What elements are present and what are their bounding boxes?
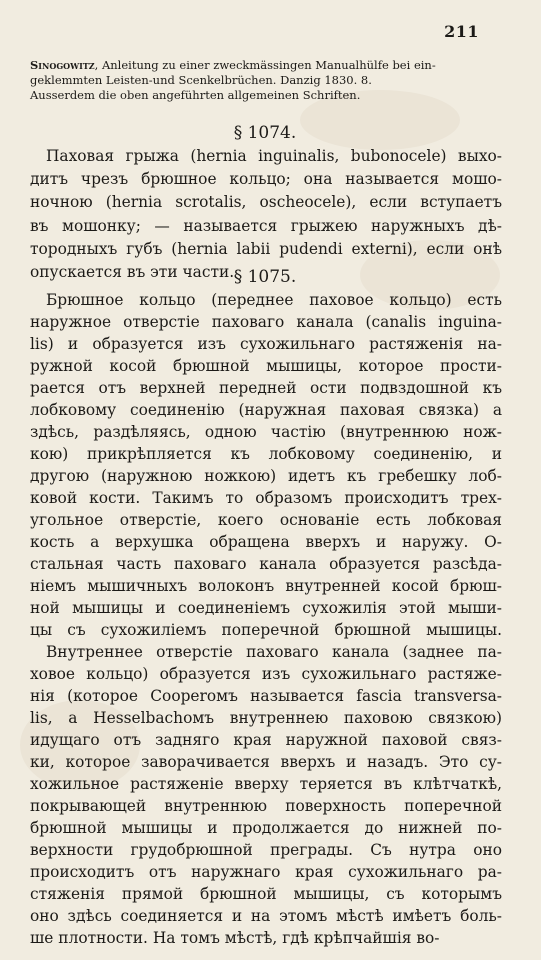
text-line: стальная часть паховаго канала образуется разсѣда-	[30, 555, 502, 573]
section-heading: § 1075.	[233, 267, 297, 287]
text-line: ковой кости. Такимъ то образомъ происходитъ трех-	[30, 489, 502, 507]
text-line: происходитъ отъ наружнаго края сухожильнаго ра-	[30, 863, 502, 881]
page-number: 211	[444, 22, 479, 41]
section-heading: § 1074.	[233, 123, 297, 143]
text-line: Паховая грыжа (hernia inguinalis, bubonocele) выхо-	[46, 147, 502, 165]
text-line: кою) прикрѣпляется къ лобковому соединенію, и	[30, 445, 502, 463]
text-line: идущаго отъ задняго края наружной паховой связ-	[30, 731, 502, 749]
reference-text: , Anleitung zu einer zweckmässingen Manualhülfe bei ein-	[94, 58, 436, 72]
reference-line	[30, 58, 500, 73]
reference-author: Sinogowitz	[30, 58, 95, 72]
text-line: ружной косой брюшной мышицы, которое прости-	[30, 357, 502, 375]
references-block	[30, 58, 500, 102]
text-line: Брюшное кольцо (переднее паховое кольцо) есть	[46, 291, 502, 309]
text-line: покрывающей внутреннюю поверхность поперечной	[30, 797, 502, 815]
text-line: брюшной мышицы и продолжается до нижней по-	[30, 819, 502, 837]
text-line: lis, а Hesselbachомъ внутреннею паховою связкою)	[30, 709, 502, 727]
text-line: ніемъ мышичныхъ волоконъ внутренней косой брюш-	[30, 577, 502, 595]
reference-text: geklemmten Leisten-und Scenkelbrüchen. Danzig 1830. 8.	[30, 72, 372, 87]
text-line: наружное отверстіе паховаго канала (canalis inguina-	[30, 313, 502, 331]
text-line: ше плотности. На томъ мѣстѣ, гдѣ крѣпчайшія во-	[30, 929, 440, 947]
text-line: верхности грудобрюшной преграды. Съ нутра оно	[30, 841, 502, 859]
text-line: ной мышицы и соединеніемъ сухожилія этой мыши-	[30, 599, 502, 617]
text-line: нія (которое Cooperомъ называется fascia transversa-	[30, 687, 502, 705]
text-line: ки, которое заворачивается вверхъ и назадъ. Это су-	[30, 753, 502, 771]
text-line: дитъ чрезъ брюшное кольцо; она называется мошо-	[30, 170, 502, 189]
text-line: ночною (hernia scrotalis, oscheocele), если вступаетъ	[30, 193, 502, 212]
text-line: другою (наружною ножкою) идетъ къ гребешку лоб-	[30, 467, 502, 485]
reference-text: Ausserdem die oben angeführten allgemeinen Schriften.	[30, 87, 361, 102]
text-line: lis) и образуется изъ сухожильнаго растяженія на-	[30, 335, 502, 353]
text-line: здѣсь, раздѣляясь, одною частію (внутреннюю нож-	[30, 423, 502, 441]
text-line: стяженія прямой брюшной мышицы, съ которымъ	[30, 885, 502, 903]
text-line: рается отъ верхней передней ости подвздошной къ	[30, 379, 502, 397]
text-line: лобковому соединенію (наружная паховая связка) а	[30, 401, 502, 419]
text-line: угольное отверстіе, коего основаніе есть лобковая	[30, 511, 502, 529]
text-line: тородныхъ губъ (hernia labii pudendi externi), если онѣ	[30, 239, 502, 258]
text-line: хожильное растяженіе вверху теряется въ клѣтчаткѣ,	[30, 775, 502, 793]
text-line: ховое кольцо) образуется изъ сухожильнаго растяже-	[30, 665, 502, 683]
reference-line	[30, 73, 500, 88]
text-line: цы съ сухожиліемъ поперечной брюшной мышицы.	[30, 621, 502, 639]
text-line: опускается въ эти части.	[30, 263, 235, 281]
text-line: въ мошонку; — называется грыжею наружныхъ дѣ-	[30, 216, 502, 235]
text-line: Внутреннее отверстіе паховаго канала (заднее па-	[46, 643, 502, 661]
reference-line	[30, 88, 500, 103]
text-line: кость а верхушка обращена вверхъ и наружу. О-	[30, 533, 502, 551]
text-line: оно здѣсь соединяется и на этомъ мѣстѣ имѣетъ боль-	[30, 907, 502, 925]
